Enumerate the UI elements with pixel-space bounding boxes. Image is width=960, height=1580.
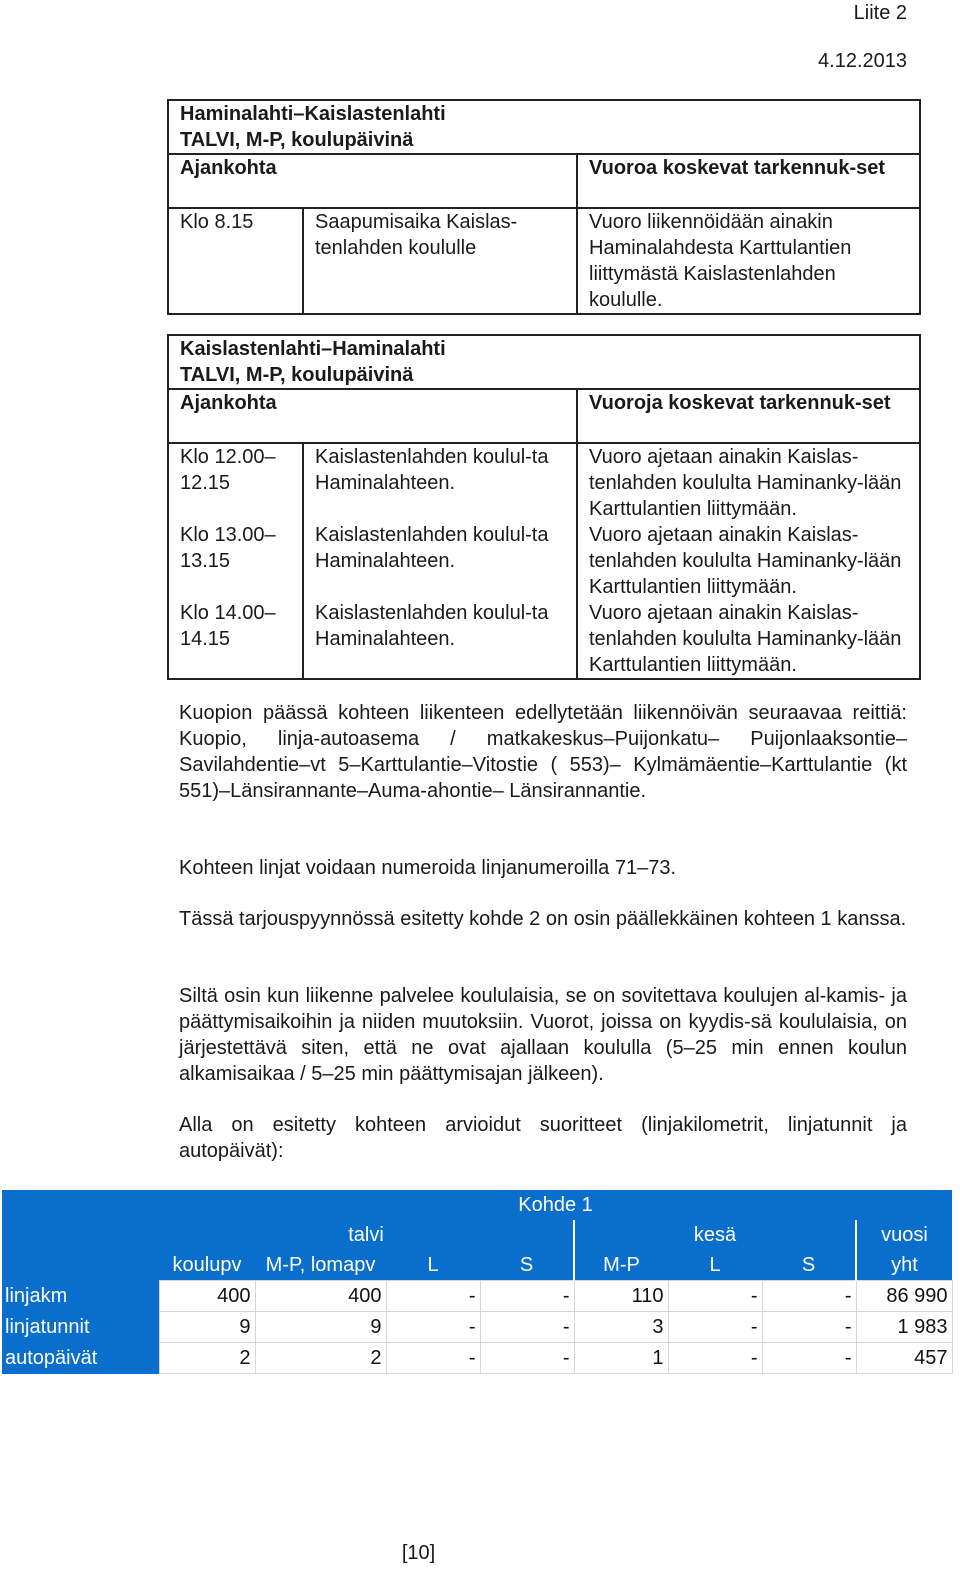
table-cell: 1: [574, 1343, 668, 1374]
table-cell: 400: [255, 1281, 386, 1312]
table-cell: 1 983: [856, 1312, 952, 1343]
performance-table: [2, 1190, 953, 1374]
row-note: Vuoro ajetaan ainakin Kaislas-tenlahden koululta Haminanky-lään Karttulantien liittymään.: [577, 443, 920, 522]
schedule-table-haminalahti-kaislastenlahti: [167, 99, 921, 315]
group-talvi: talvi: [159, 1220, 574, 1250]
table-cell: -: [386, 1343, 480, 1374]
row-description: Kaislastenlahden koulul-ta Haminalahteen.: [303, 443, 577, 522]
table-cell: -: [386, 1312, 480, 1343]
stats-title: Kohde 1: [159, 1190, 952, 1220]
table-cell: 400: [159, 1281, 255, 1312]
table-cell: 110: [574, 1281, 668, 1312]
table-cell: 457: [856, 1343, 952, 1374]
page-number: [10]: [401, 1542, 436, 1564]
table-cell: -: [762, 1281, 856, 1312]
overlap-paragraph: Tässä tarjouspyynnössä esitetty kohde 2 on osin päällekkäinen kohteen 1 kanssa.: [179, 908, 907, 930]
table-cell: -: [386, 1281, 480, 1312]
column-header-time: Ajankohta: [168, 389, 577, 443]
table-cell: 2: [159, 1343, 255, 1374]
table-title: Kaislastenlahti–Haminalahti TALVI, M-P, koulupäivinä: [168, 335, 920, 389]
row-note: Vuoro ajetaan ainakin Kaislas-tenlahden koululta Haminanky-lään Karttulantien liittymään.: [577, 600, 920, 679]
column-header: koulupv: [159, 1250, 255, 1281]
group-kesa: kesä: [574, 1220, 856, 1250]
table-row: [2, 1343, 952, 1374]
table-row: [2, 1312, 952, 1343]
row-note: Vuoro ajetaan ainakin Kaislas-tenlahden koululta Haminanky-lään Karttulantien liittymään.: [577, 522, 920, 600]
table-title: Haminalahti–Kaislastenlahti TALVI, M-P, koulupäivinä: [168, 100, 920, 154]
table-cell: 2: [255, 1343, 386, 1374]
row-label: linjakm: [2, 1281, 159, 1312]
column-header: M-P: [574, 1250, 668, 1281]
column-header-notes: Vuoroja koskevat tarkennuk-set: [577, 389, 920, 443]
table-cell: -: [480, 1343, 574, 1374]
row-label: linjatunnit: [2, 1312, 159, 1343]
schedule-table-kaislastenlahti-haminalahti: [167, 334, 921, 680]
column-header-time: Ajankohta: [168, 154, 577, 208]
group-vuosi: vuosi: [856, 1220, 952, 1250]
row-note: Vuoro liikennöidään ainakin Haminalahdesta Karttulantien liittymästä Kaislastenlahden koululle.: [577, 208, 920, 314]
column-header: S: [762, 1250, 856, 1281]
table-cell: -: [668, 1281, 762, 1312]
column-header-notes: Vuoroa koskevat tarkennuk-set: [577, 154, 920, 208]
row-label: autopäivät: [2, 1343, 159, 1374]
column-header: L: [386, 1250, 480, 1281]
line-numbering-paragraph: Kohteen linjat voidaan numeroida linjanumeroilla 71–73.: [179, 857, 677, 879]
attachment-label: Liite 2: [853, 2, 907, 24]
table-cell: -: [762, 1343, 856, 1374]
school-traffic-paragraph: Siltä osin kun liikenne palvelee koululaisia, se on sovitettava koulujen al-kamis- ja päättymisaikoihin ja niiden muutoksiin. Vuorot, joissa on kyydis-sä koululaisia, on järjestettävä siten, että ne ovat ajallaan koululla (5–25 min ennen koulun alkamisaikaa / 5–25 min päättymisajan jälkeen).: [179, 985, 907, 1085]
column-header: L: [668, 1250, 762, 1281]
row-time: Klo 14.00– 14.15: [168, 600, 303, 679]
table-cell: -: [480, 1281, 574, 1312]
table-cell: 9: [255, 1312, 386, 1343]
table-cell: -: [668, 1312, 762, 1343]
table-cell: -: [480, 1312, 574, 1343]
table-cell: 9: [159, 1312, 255, 1343]
performance-intro-paragraph: Alla on esitetty kohteen arvioidut suoritteet (linjakilometrit, linjatunnit ja autopäivät):: [179, 1114, 907, 1162]
row-description: Saapumisaika Kaislas-tenlahden koululle: [303, 208, 577, 314]
document-date: 4.12.2013: [818, 50, 907, 72]
route-paragraph: Kuopion päässä kohteen liikenteen edellytetään liikennöivän seuraavaa reittiä: Kuopio, linja-autoasema / matkakeskus–Puijonkatu– Puijonlaaksontie–Savilahdentie–vt 5–Karttulantie–Vitostie ( 553)– Kylmämäentie–Karttulantie (kt 551)–Länsirannante–Auma-ahontie– Länsirannantie.: [179, 702, 907, 802]
table-cell: -: [668, 1343, 762, 1374]
table-cell: 3: [574, 1312, 668, 1343]
row-time: Klo 8.15: [168, 208, 303, 314]
row-time: Klo 13.00– 13.15: [168, 522, 303, 600]
column-header: S: [480, 1250, 574, 1281]
row-description: Kaislastenlahden koulul-ta Haminalahteen.: [303, 522, 577, 600]
column-header: yht: [856, 1250, 952, 1281]
table-row: [2, 1281, 952, 1312]
column-header: M-P, lomapv: [255, 1250, 386, 1281]
row-time: Klo 12.00– 12.15: [168, 443, 303, 522]
table-cell: 86 990: [856, 1281, 952, 1312]
row-description: Kaislastenlahden koulul-ta Haminalahteen.: [303, 600, 577, 679]
table-cell: -: [762, 1312, 856, 1343]
